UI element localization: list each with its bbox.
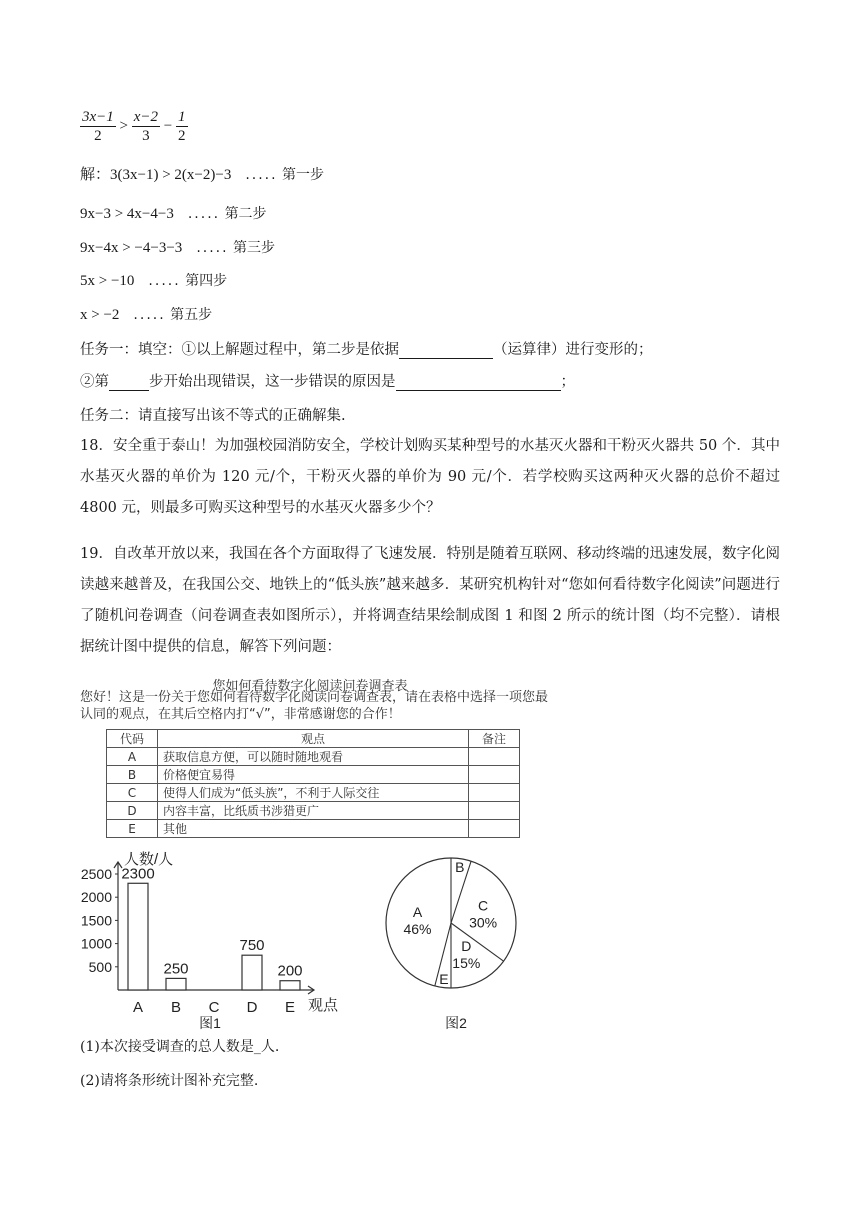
table-header: 备注 [469,730,520,748]
y-tick-label: 2500 [80,866,112,882]
table-cell-remark[interactable] [469,802,520,820]
pie-label-E: E [439,971,449,988]
x-tick-label: D [246,999,258,1016]
table-cell-code: C [107,784,158,802]
task-text: ； [560,374,575,390]
table-header-row [107,730,520,748]
step-expression: 解：3(3x−1) > 2(x−2)−3 [80,167,232,183]
step-expression: x > −2 [80,307,120,323]
bar-D [242,955,262,990]
x-tick-label: B [170,999,182,1016]
table-cell-code: E [107,820,158,838]
bar-chart-figure-1 [70,850,350,1035]
table-cell-opinion: 内容丰富，比纸质书涉猎更广 [158,802,469,820]
table-row [107,748,520,766]
table-row [107,766,520,784]
step-label: 第三步 [233,240,276,256]
step-dots: ..... [133,307,166,323]
problem-19: 19．自改革开放以来，我国在各个方面取得了飞速发展．特别是随着互联网、移动终端的迅速发展，数字化阅读越来越普及，在我国公交、地铁上的“低头族”越来越多．某研究机构针对“您如何看待数字化阅读”问题进行了随机问卷调查（问卷调查表如图所示），并将调查结果绘制成图 1 和图 2 所示的统计图（均不完整）．请根据统计图中提供的信息，解答下列问题： [80,546,780,655]
x-tick-label: C [208,999,220,1016]
bar-value-label: 250 [163,960,189,978]
chart-caption: 图1 [199,1015,221,1031]
fraction-lhs [80,108,116,145]
answer-blank[interactable] [399,342,493,359]
pie-label-A: A [412,903,423,920]
pie-percent-D: 15% [452,955,481,972]
bar-value-label: 750 [239,937,265,955]
bar-E [280,981,300,990]
solution-step-3 [80,237,275,257]
table-row [107,784,520,802]
table-cell-opinion: 获取信息方便，可以随时随地观看 [158,748,469,766]
step-label: 第一步 [282,167,325,183]
task-text: 任务一：填空：①以上解题过程中，第二步是依据 [80,342,399,358]
bar-A [128,883,148,990]
fraction-mid [132,108,160,145]
minus-sign: − [163,117,173,134]
survey-intro: 您好！这是一份关于您如何看待数字化阅读问卷调查表，请在表格中选择一项您最认同的观点，在其后空格内打“√”，非常感谢您的合作！ [80,690,549,722]
task1-fill-in-b [80,370,575,391]
solution-step-5 [80,304,212,324]
task-text: （运算律）进行变形的； [493,342,653,358]
answer-blank[interactable] [109,374,149,391]
fraction-rhs [176,108,188,145]
bar-value-label: 200 [277,962,303,980]
chart-caption: 图2 [445,1015,467,1031]
step-expression: 5x > −10 [80,273,135,289]
x-tick-label: A [132,999,144,1016]
y-axis-label: 人数/人 [124,851,174,868]
table-header: 代码 [107,730,158,748]
fraction-numerator: 1 [178,109,186,125]
solution-step-4 [80,270,227,290]
fraction-numerator: 3x−1 [82,109,114,125]
table-cell-code: A [107,748,158,766]
table-cell-code: B [107,766,158,784]
step-label: 第五步 [170,307,213,323]
question-2: (2)请将条形统计图补充完整. [80,1073,259,1089]
question-1: (1)本次接受调查的总人数是_人. [80,1039,280,1055]
inequality-operator: > [119,117,128,134]
answer-blank[interactable] [396,374,561,391]
table-cell-remark[interactable] [469,766,520,784]
table-cell-opinion: 价格便宜易得 [158,766,469,784]
table-cell-opinion: 使得人们成为“低头族”，不利于人际交往 [158,784,469,802]
fraction-denominator: 2 [94,128,102,144]
table-header: 观点 [158,730,469,748]
step-dots: ..... [245,167,278,183]
pie-percent-A: 46% [403,920,432,937]
y-tick-label: 1000 [80,935,112,952]
step-label: 第二步 [224,206,267,222]
solution-step-2 [80,203,267,223]
table-cell-opinion: 其他 [158,820,469,838]
step-dots: ..... [148,273,181,289]
task1-fill-in-a [80,338,653,359]
table-cell-remark[interactable] [469,748,520,766]
inequality-expression [80,108,188,145]
x-tick-label: E [284,999,296,1016]
table-cell-remark[interactable] [469,820,520,838]
pie-chart-figure-2 [376,846,526,1031]
pie-label-D: D [461,938,472,955]
task-text: ②第 [80,374,109,390]
step-label: 第四步 [185,273,228,289]
bar-B [166,978,186,990]
task-text: 步开始出现错误，这一步错误的原因是 [149,374,396,390]
fraction-denominator: 2 [178,128,186,144]
bar-value-label: 2300 [121,865,155,883]
step-dots: ..... [187,206,221,222]
survey-title: 您如何看待数字化阅读问卷调查表 [212,679,408,694]
table-cell-remark[interactable] [469,784,520,802]
y-tick-label: 500 [88,958,112,975]
problem-18: 18．安全重于泰山！为加强校园消防安全，学校计划购买某种型号的水基灭火器和干粉灭火器共 50 个．其中水基灭火器的单价为 120 元/个，干粉灭火器的单价为 90 元/个．若学校购买这两种灭火器的总价不超过 4800 元，则最多可购买这种型号的水基灭火器多少个？ [80,438,780,516]
pie-percent-C: 30% [469,914,498,931]
step-expression: 9x−3 > 4x−4−3 [80,206,174,222]
task2-text: 任务二：请直接写出该不等式的正确解集. [80,408,346,424]
step-expression: 9x−4x > −4−3−3 [80,240,183,256]
y-tick-label: 2000 [80,889,112,906]
table-cell-code: D [107,802,158,820]
y-tick-label: 1500 [80,912,112,929]
pie-label-C: C [478,897,489,914]
fraction-denominator: 3 [142,128,150,144]
pie-label-B: B [455,859,465,876]
solution-step-1 [80,163,324,184]
table-row [107,802,520,820]
table-row [107,820,520,838]
fraction-numerator: x−2 [133,109,159,125]
step-dots: ..... [196,240,229,256]
x-axis-label: 观点 [308,997,339,1014]
survey-table [106,729,520,838]
